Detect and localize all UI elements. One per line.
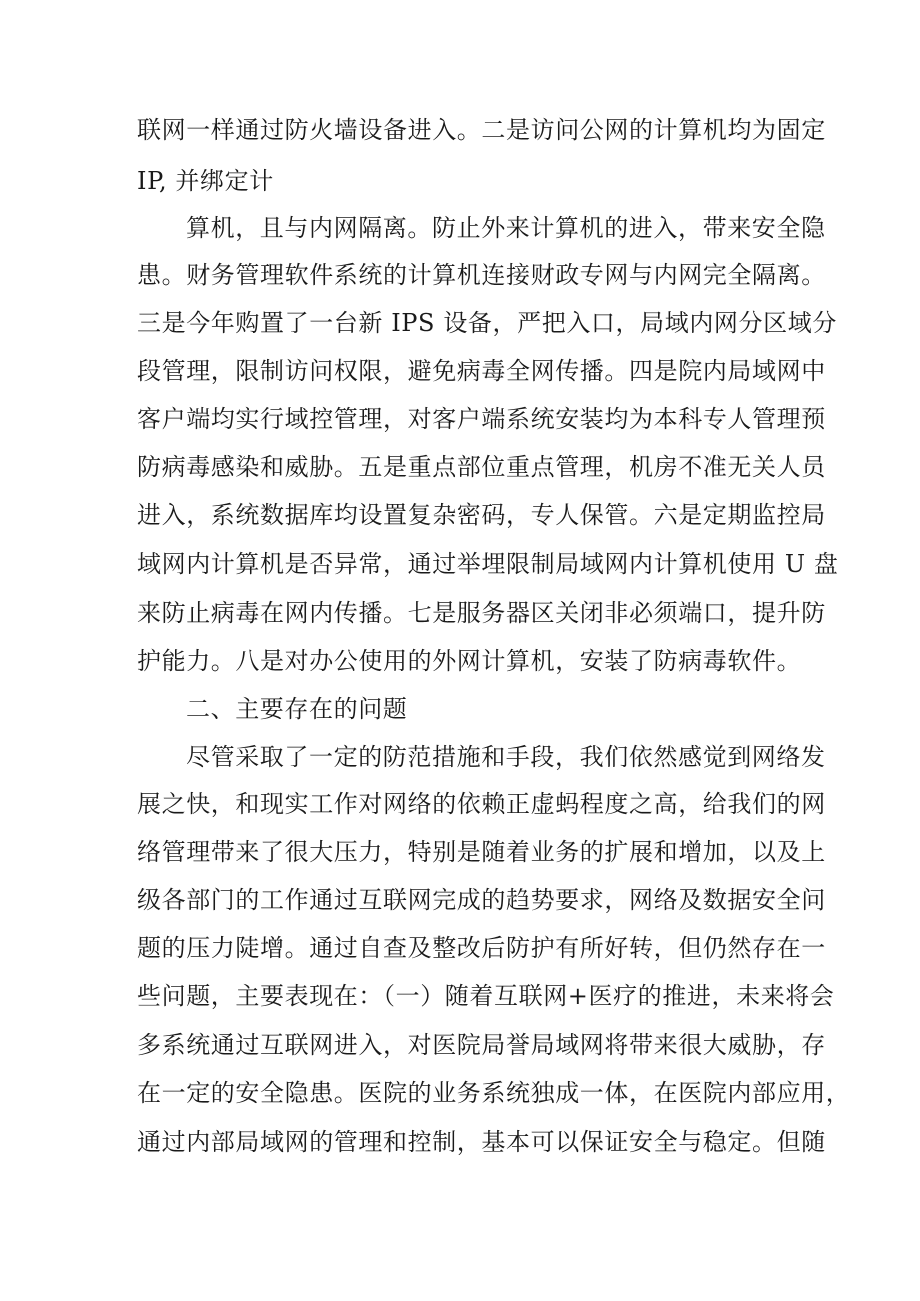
text-line: 护能力。八是对办公使用的外网计算机，安装了防病毒软件。 [137, 647, 802, 675]
text-line: 来防止病毒在网内传播。七是服务器区关闭非必须端口，提升防 [137, 599, 826, 627]
text-line: 题的压力陡增。通过自查及整改后防护有所好转，但仍然存在一 [137, 934, 826, 962]
text-line: 通过内部局域网的管理和控制，基本可以保证安全与稳定。但随 [137, 1128, 826, 1156]
text-line: 联网一样通过防火墙设备进入。二是访问公网的计算机均为固定 [137, 116, 826, 144]
text-line: 段管理，限制访问权限，避免病毒全网传播。四是院内局域网中 [137, 357, 826, 385]
text-line: 级各部门的工作通过互联网完成的趋势要求，网络及数据安全问 [137, 886, 826, 914]
text-line: 算机，且与内网隔离。防止外来计算机的进入，带来安全隐 [186, 214, 826, 242]
text-line: IP, 并绑定计 [137, 167, 274, 195]
text-line: 三是今年购置了一台新 IPS 设备，严把入口，局域内网分区域分 [137, 309, 837, 337]
text-line: 多系统通过互联网进入，对医院局誉局域网将带来很大威胁，存 [137, 1031, 826, 1059]
text-line: 尽管采取了一定的防范措施和手段，我们依然感觉到网络发 [186, 743, 826, 771]
text-line: 在一定的安全隐患。医院的业务系统独成一体，在医院内部应用， [137, 1079, 851, 1107]
text-line: 络管理带来了很大压力，特别是随着业务的扩展和增加，以及上 [137, 838, 826, 866]
text-line: 域网内计算机是否异常，通过举埋限制局域网内计算机使用 U 盘 [137, 550, 839, 578]
text-line: 患。财务管理软件系统的计算机连接财政专网与内网完全隔离。 [137, 261, 826, 289]
text-line: 客户端均实行域控管理，对客户端系统安装均为本科专人管理预 [137, 405, 826, 433]
text-line: 防病毒感染和威胁。五是重点部位重点管理，机房不准无关人员 [137, 453, 826, 481]
text-line: 些问题，主要表现在：（一）随着互联网+医疗的推进，未来将会 [137, 982, 835, 1010]
section-heading: 二、主要存在的问题 [186, 695, 408, 723]
text-line: 展之快，和现实工作对网络的依赖正虚蚂程度之高，给我们的网 [137, 790, 826, 818]
text-line: 进入，系统数据库均设置复杂密码，专人保管。六是定期监控局 [137, 501, 826, 529]
